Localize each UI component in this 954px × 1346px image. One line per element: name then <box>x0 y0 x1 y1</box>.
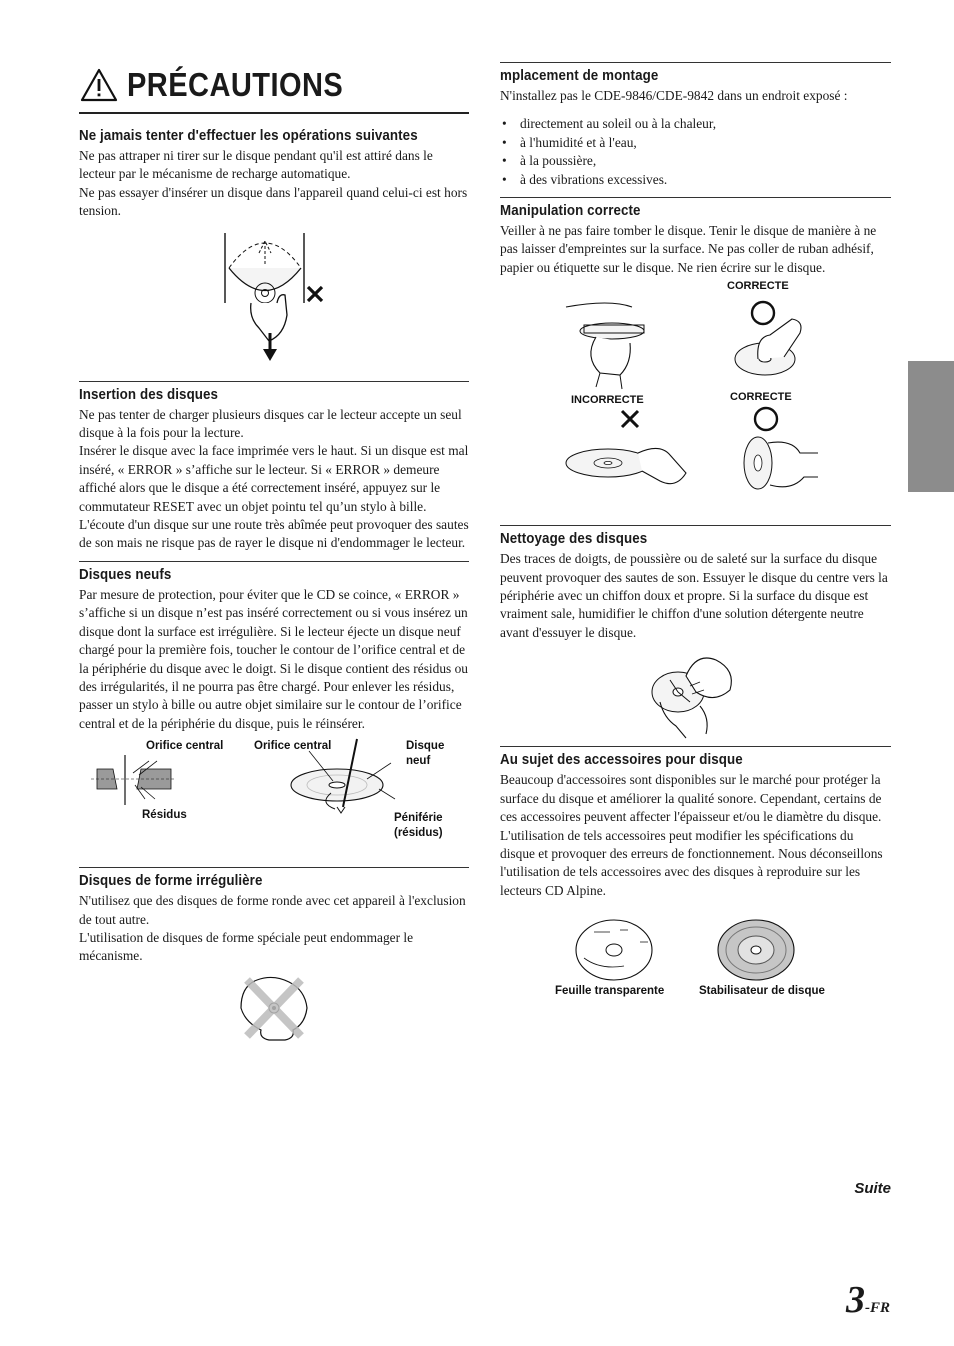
label-periphery: Péniférie (résidus) <box>394 812 443 840</box>
paragraph: Par mesure de protection, pour éviter que le CD se coince, « ERROR » s’affiche si un disque n’est pas inséré correctement ou si vous insérez un disque dont la surface est irrégulière. Si le lecteur éjecte un disque neuf chargé pour la première fois, toucher le contour de l’orifice central et de la périphérie du disque avec le doigt. Si le disque contient des résidus ou des irrégularités, il ne pourra pas être chargé. Pour enlever les résidus, passer un stylo à bille ou autre objet similaire sur le contour de l’orifice central et de la périphérie du disque, puis le réinsérer. <box>79 586 468 731</box>
label-disc-stabilizer: Stabilisateur de disque <box>699 985 825 998</box>
section-disc-insertion <box>79 381 469 553</box>
handling-figure <box>500 277 891 517</box>
disc-pull-illustration <box>79 223 469 373</box>
section-heading: Manipulation correcte <box>500 203 641 220</box>
paragraph: Ne pas tenter de charger plusieurs disques car le lecteur accepte un seul disque à la fois pour la lecture. <box>79 406 462 441</box>
bullet-list <box>500 115 891 189</box>
page-number-digit: 3 <box>845 1279 865 1321</box>
page-title: PRÉCAUTIONS <box>127 66 344 103</box>
left-column <box>79 60 469 1038</box>
cleaning-figure <box>500 642 891 738</box>
accessories-figure <box>500 900 891 1010</box>
disc-pull-figure <box>79 221 469 373</box>
section-heading: Insertion des disques <box>79 386 219 403</box>
label-residues: Résidus <box>142 809 187 822</box>
label-orifice-central: Orifice central <box>146 740 224 753</box>
handling-illustration <box>500 277 891 517</box>
label-incorrect: INCORRECTE <box>571 394 644 407</box>
section-heading: Nettoyage des disques <box>500 531 648 548</box>
label-orifice-central: Orifice central <box>254 740 332 753</box>
list-item: • directement au soleil ou à la chaleur, <box>500 115 891 133</box>
paragraph: Beaucoup d'accessoires sont disponibles sur le marché pour protéger la surface du disque et améliorer la qualité sonore. Cependant, certains de ces accessoires peuvent affecter l'épaisseur et/ou le diamètre du disque. L'utilisation de tels accessoires peut modifier les spécifications du disque et provoquer des erreurs de fonctionnement. Nous déconseillons l'utilisation de tels accessoires avec des disques à reproduire sur les lecteurs CD Alpine. <box>500 772 883 898</box>
paragraph: Ne pas attraper ni tirer sur le disque pendant qu'il est attiré dans le lecteur par le mécanisme de recharge automatique. <box>79 148 433 182</box>
section-handling <box>500 197 891 517</box>
label-correct: CORRECTE <box>730 391 792 404</box>
paragraph: N'utilisez que des disques de forme ronde avec cet appareil à l'exclusion de tout autre. <box>79 893 466 927</box>
section-heading: Ne jamais tenter d'effectuer les opérations suivantes <box>79 128 418 144</box>
paragraph: Insérer le disque avec la face imprimée vers le haut. Si un disque est mal inséré, « ERROR » s’affiche sur le lecteur. Si « ERROR » demeure affiché alors que le disque a été correctement inséré, appuyez sur le commutateur RESET avec un objet pointu tel qu’un stylo à bille. <box>79 443 469 514</box>
section-cleaning <box>500 525 891 738</box>
title-row <box>79 60 469 114</box>
section-heading: Disques de forme irrégulière <box>79 873 263 890</box>
continued-label: Suite <box>854 1180 891 1197</box>
section-heading: Au sujet des accessoires pour disque <box>500 752 743 769</box>
paragraph: Des traces de doigts, de poussière ou de saleté sur la surface du disque peuvent provoquer des sautes de son. Essuyer le disque du centre vers la périphérie avec un chiffon doux et propre. Si la surface du disque est vraiment sale, humidifier le chiffon d'une solution détergente neutre avant d'essuyer le disque. <box>500 551 888 640</box>
warning-icon <box>79 67 119 103</box>
paragraph: L'utilisation de disques de forme spéciale peut endommager le mécanisme. <box>79 929 414 964</box>
list-item: • à des vibrations excessives. <box>500 171 891 189</box>
section-heading: mplacement de montage <box>500 68 659 84</box>
section-tab <box>908 361 954 492</box>
label-correct: CORRECTE <box>727 280 789 293</box>
paragraph: N'installez pas le CDE-9846/CDE-9842 dans un endroit exposé : <box>500 88 848 103</box>
section-new-discs <box>79 561 469 859</box>
section-installation <box>500 62 891 189</box>
label-new-disc: Disque neuf <box>406 740 445 768</box>
irregular-disc-figure <box>79 966 469 1038</box>
irregular-disc-illustration <box>79 972 469 1044</box>
paragraph: Ne pas essayer d'insérer un disque dans l'appareil quand celui-ci est hors tension. <box>79 184 468 219</box>
section-never-attempt <box>79 128 469 373</box>
paragraph: Veiller à ne pas faire tomber le disque. Tenir le disque de manière à ne pas laisser d'empreintes sur la surface. Ne pas coller de ruban adhésif, papier ou étiquette sur le disque. Ne rien écrire sur le disque. <box>500 223 877 275</box>
list-item: • à la poussière, <box>500 152 891 170</box>
cleaning-illustration <box>500 646 891 742</box>
list-item: • à l'humidité et à l'eau, <box>500 134 891 152</box>
section-irregular-discs <box>79 867 469 1038</box>
page-number <box>846 1278 890 1322</box>
page-number-suffix: -FR <box>864 1300 890 1316</box>
new-disc-figure <box>79 733 469 859</box>
section-accessories <box>500 746 891 1010</box>
paragraph: L'écoute d'un disque sur une route très abîmée peut provoquer des sautes de son mais ne risque pas de rayer le disque ni d'endommager le lecteur. <box>79 517 469 551</box>
section-heading: Disques neufs <box>79 566 172 583</box>
right-column <box>500 60 891 1010</box>
label-transparent-sheet: Feuille transparente <box>555 985 665 998</box>
